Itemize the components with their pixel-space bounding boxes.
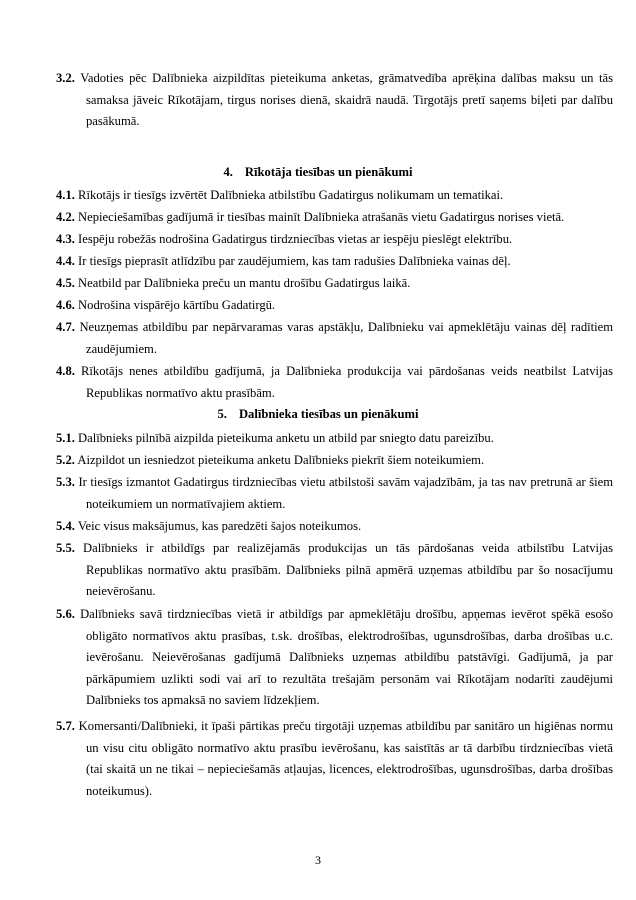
- clause-4-8: [56, 361, 613, 404]
- page-number: 3: [315, 853, 321, 867]
- clause-text: Ir tiesīgs izmantot Gadatirgus tirdzniecības vietu atbilstoši savām vajadzībām, ja tas nav pretrunā ar šiem noteikumiem un normatīvajiem aktiem.: [78, 475, 613, 511]
- clause-number: 5.6.: [56, 607, 75, 621]
- clause-text: Iespēju robežās nodrošina Gadatirgus tirdzniecības vietas ar iespēju pieslēgt elektrību.: [78, 232, 513, 246]
- clause-text: Vadoties pēc Dalībnieka aizpildītas pieteikuma anketas, grāmatvedība aprēķina dalības maksu un tās samaksa jāveic Rīkotājam, tirgus norises dienā, skaidrā naudā. Tirgotājs pretī saņems biļeti par dalību pasākumā.: [80, 71, 613, 128]
- clause-text: Nodrošina vispārējo kārtību Gadatirgū.: [78, 298, 276, 312]
- clause-5-7: [56, 716, 613, 802]
- section-title: Dalībnieka tiesības un pienākumi: [238, 407, 419, 421]
- clause-number: 4.2.: [56, 210, 75, 224]
- clause-4-5: [56, 273, 613, 295]
- clause-4-1: [56, 185, 613, 207]
- clause-5-2: [56, 450, 613, 472]
- clause-text: Nepieciešamības gadījumā ir tiesības mainīt Dalībnieka atrašanās vietu Gadatirgus norises vietā.: [78, 210, 565, 224]
- section-5-heading: [0, 404, 636, 425]
- clause-4-2: [56, 207, 613, 229]
- clause-text: Rīkotājs nenes atbildību gadījumā, ja Dalībnieka produkcija vai pārdošanas veids neatbilst Latvijas Republikas normatīvo aktu prasībām.: [81, 364, 613, 400]
- clause-number: 5.7.: [56, 719, 75, 733]
- section-4-heading: [0, 162, 636, 183]
- clause-number: 4.1.: [56, 188, 75, 202]
- clause-number: 4.6.: [56, 298, 75, 312]
- clause-4-7: [56, 317, 613, 360]
- section-number: 4.: [223, 165, 233, 179]
- clause-text: Dalībnieks pilnībā aizpilda pieteikuma anketu un atbild par sniegto datu pareizību.: [78, 431, 494, 445]
- clause-text: Neatbild par Dalībnieka preču un mantu drošību Gadatirgus laikā.: [78, 276, 411, 290]
- clause-number: 3.2.: [56, 71, 75, 85]
- clause-number: 4.4.: [56, 254, 75, 268]
- clause-text: Komersanti/Dalībnieki, it īpaši pārtikas preču tirgotāji uzņemas atbildību par sanitāro un higiēnas normu un visu citu obligāto normatīvo aktu prasību ievērošanu, kas saistītās ar tā darbību tirdzniecības vietā (tai skaitā un ne tikai – nepieciešamās atļaujas, licences, elektrodrošības, ugunsdrošības, darba drošības noteikumus).: [78, 719, 613, 798]
- clause-number: 4.5.: [56, 276, 75, 290]
- clause-5-3: [56, 472, 613, 515]
- section-number: 5.: [217, 407, 227, 421]
- clause-number: 5.1.: [56, 431, 75, 445]
- clause-4-6: [56, 295, 613, 317]
- clause-number: 5.2.: [56, 453, 75, 467]
- section-title: Rīkotāja tiesības un pienākumi: [244, 165, 413, 179]
- clause-number: 4.8.: [56, 364, 75, 378]
- clause-number: 5.5.: [56, 541, 75, 555]
- clause-number: 5.4.: [56, 519, 75, 533]
- clause-text: Ir tiesīgs pieprasīt atlīdzību par zaudējumiem, kas tam radušies Dalībnieka vainas dēļ.: [78, 254, 511, 268]
- clause-number: 4.3.: [56, 232, 75, 246]
- clause-text: Dalībnieks ir atbildīgs par realizējamās produkcijas un tās pārdošanas veida atbilstību Latvijas Republikas normatīvo aktu prasībām. Dalībnieks pilnā apmērā uzņemas atbildību par šo nosacījumu neievērošanu.: [83, 541, 613, 598]
- clause-text: Rīkotājs ir tiesīgs izvērtēt Dalībnieka atbilstību Gadatirgus nolikumam un tematikai.: [78, 188, 504, 202]
- clause-5-5: [56, 538, 613, 603]
- clause-5-1: [56, 428, 613, 450]
- clause-text: Dalībnieks savā tirdzniecības vietā ir atbildīgs par apmeklētāju drošību, apņemas ievērot spēkā esošo obligāto normatīvos aktu prasības, t.sk. drošības, elektrodrošības, ugunsdrošības, darba drošības u.c. ievērošanu. Neievērošanas gadījumā Dalībnieks uzņemas atbildību patstāvīgi. Gadījumā, ja par pārkāpumiem uzlikti sodi vai arī to rezultāta trešajām personām vai Rīkotājam nodarīti zaudējumi Dalībnieks tos apmaksā no saviem līdzekļiem.: [80, 607, 614, 707]
- clause-3-2: [56, 68, 613, 133]
- clause-5-6: [56, 604, 613, 712]
- clause-text: Veic visus maksājumus, kas paredzēti šajos noteikumos.: [77, 519, 362, 533]
- clause-4-3: [56, 229, 613, 251]
- clause-text: Aizpildot un iesniedzot pieteikuma anketu Dalībnieks piekrīt šiem noteikumiem.: [77, 453, 485, 467]
- clause-number: 4.7.: [56, 320, 75, 334]
- clause-4-4: [56, 251, 613, 273]
- clause-5-4: [56, 516, 613, 538]
- clause-number: 5.3.: [56, 475, 75, 489]
- clause-text: Neuzņemas atbildību par nepārvaramas varas apstākļu, Dalībnieku vai apmeklētāju vainas dēļ radītiem zaudējumiem.: [79, 320, 613, 356]
